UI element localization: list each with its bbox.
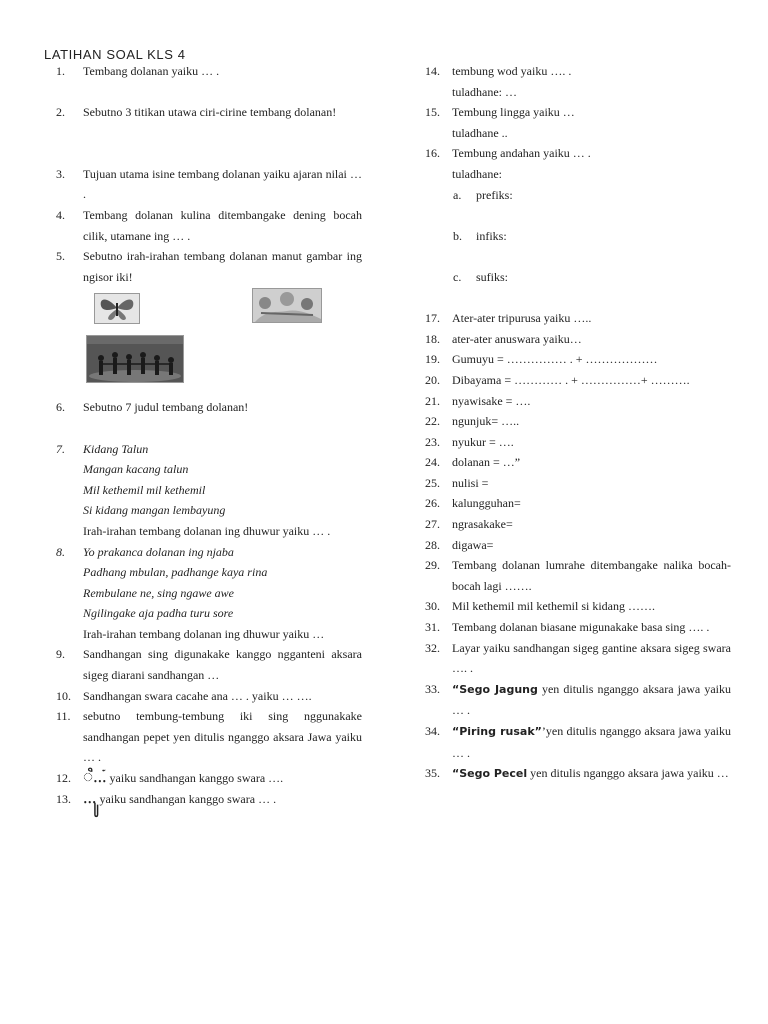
question-number: 13. xyxy=(56,791,71,806)
question-text: digawa= xyxy=(452,537,494,552)
question-text: nyukur = …. xyxy=(452,434,514,449)
question-30 xyxy=(425,596,731,617)
question-number: 10. xyxy=(56,688,71,703)
question-21 xyxy=(425,391,731,412)
question-text: yen ditulis nganggo aksara jawa yaiku … . xyxy=(452,681,731,718)
question-10 xyxy=(56,686,362,707)
question-number: 12. xyxy=(56,771,71,786)
question-text: sebutno tembung-tembung iki sing nggunakake sandhangan pepet yen ditulis nganggo aksara Jawa yaiku … . xyxy=(83,709,362,765)
question-number: 17. xyxy=(425,311,440,326)
question-text: Tembung lingga yaiku … xyxy=(452,105,575,120)
question-7 xyxy=(56,439,362,542)
question-number: 25. xyxy=(425,475,440,490)
butterfly-picture xyxy=(94,293,140,324)
question-text: tembung wod yaiku …. . xyxy=(452,64,572,78)
question-text: ’yen ditulis nganggo aksara jawa yaiku … . xyxy=(452,724,731,760)
children-playing-picture xyxy=(252,288,322,323)
question-28 xyxy=(425,535,731,556)
question-text: nyawisake = …. xyxy=(452,393,531,408)
quoted-word: “Sego Pecel xyxy=(452,767,528,781)
question-number: 11. xyxy=(56,709,71,724)
option-text: prefiks: xyxy=(476,187,513,202)
question-text: yaiku sandhangan kanggo swara … . xyxy=(99,791,277,806)
question-text: Irah-irahan tembang dolanan ing dhuwur yaiku … . xyxy=(83,523,331,538)
butterfly-icon xyxy=(95,294,139,323)
option-c xyxy=(425,267,731,288)
question-text: yaiku sandhangan kanggo swara …. xyxy=(109,771,284,786)
children-playing-icon xyxy=(253,289,321,322)
option-text: sufiks: xyxy=(476,269,509,284)
question-number: 30. xyxy=(425,599,440,614)
question-12 xyxy=(56,768,362,789)
question-number: 5. xyxy=(56,249,65,264)
picture-area xyxy=(56,287,362,397)
question-14 xyxy=(425,61,731,82)
question-text: ater-ater anuswara yaiku… xyxy=(452,331,582,346)
song-line: Yo prakanca dolanan ing njaba xyxy=(83,544,234,559)
question-26 xyxy=(425,493,731,514)
question-text: kalungguhan= xyxy=(452,496,521,511)
question-number: 15. xyxy=(425,105,440,120)
question-17 xyxy=(425,308,731,329)
option-a xyxy=(425,185,731,206)
question-number: 29. xyxy=(425,558,440,573)
question-text: Tembung andahan yaiku … . xyxy=(452,146,591,161)
song-line: Mangan kacang talun xyxy=(83,462,189,477)
question-number: 23. xyxy=(425,434,440,449)
question-number: 16. xyxy=(425,146,440,161)
question-number: 33. xyxy=(425,681,440,696)
question-number: 4. xyxy=(56,207,65,222)
javanese-glyph: ꦶ…ꦁ xyxy=(83,767,107,788)
question-number: 28. xyxy=(425,537,440,552)
question-number: 32. xyxy=(425,640,440,655)
song-line: Padhang mbulan, padhange kaya rina xyxy=(83,565,268,580)
song-line: Si kidang mangan lembayung xyxy=(83,503,226,518)
option-b xyxy=(425,226,731,247)
question-24 xyxy=(425,452,731,473)
question-number: 21. xyxy=(425,393,440,408)
question-number: 14. xyxy=(425,64,440,78)
question-5 xyxy=(56,246,362,287)
question-29 xyxy=(425,555,731,596)
question-number: 3. xyxy=(56,166,65,181)
question-33 xyxy=(425,679,731,721)
question-6 xyxy=(56,397,362,418)
question-text: ngunjuk= ….. xyxy=(452,414,520,429)
question-number: 9. xyxy=(56,647,65,662)
question-32 xyxy=(425,638,731,679)
option-letter: b. xyxy=(453,228,462,243)
question-1 xyxy=(56,61,362,82)
right-column xyxy=(425,61,731,785)
question-number: 20. xyxy=(425,372,440,387)
question-text: yen ditulis nganggo aksara jawa yaiku … xyxy=(527,766,729,781)
question-number: 24. xyxy=(425,455,440,470)
question-number: 31. xyxy=(425,620,440,635)
question-23 xyxy=(425,432,731,453)
question-8 xyxy=(56,542,362,645)
question-text: Tembang dolanan lumrahe ditembangake nalika bocah-bocah lagi ……. xyxy=(452,558,731,593)
children-circle-icon xyxy=(87,336,183,382)
question-18 xyxy=(425,329,731,350)
question-number: 19. xyxy=(425,352,440,367)
question-22 xyxy=(425,411,731,432)
question-text: Sebutno irah-irahan tembang dolanan manut gambar ing ngisor iki! xyxy=(83,249,362,284)
question-35 xyxy=(425,763,731,785)
song-line: Kidang Talun xyxy=(83,441,149,456)
children-circle-picture xyxy=(86,335,184,383)
javanese-glyph: …ꦸ xyxy=(83,787,97,808)
question-27 xyxy=(425,514,731,535)
question-number: 26. xyxy=(425,496,440,511)
question-16 xyxy=(425,143,731,164)
question-31 xyxy=(425,617,731,638)
question-text: Ater-ater tripurusa yaiku ….. xyxy=(452,311,592,326)
question-text: ngrasakake= xyxy=(452,517,513,532)
option-letter: a. xyxy=(453,187,462,202)
option-text: infiks: xyxy=(476,228,507,243)
question-number: 7. xyxy=(56,441,65,456)
option-letter: c. xyxy=(453,269,462,284)
quoted-word: “Sego Jagung xyxy=(452,682,538,696)
question-9 xyxy=(56,644,362,685)
question-text: Tujuan utama isine tembang dolanan yaiku ajaran nilai … . xyxy=(83,166,362,202)
question-text: Sebutno 7 judul tembang dolanan! xyxy=(83,400,249,415)
question-19 xyxy=(425,349,731,370)
song-line: Rembulane ne, sing ngawe awe xyxy=(83,585,234,600)
question-text: Layar yaiku sandhangan sigeg gantine aksara sigeg swara …. . xyxy=(452,640,731,676)
question-text: Tembang dolanan kulina ditembangake dening bocah cilik, utamane ing … . xyxy=(83,207,362,243)
question-4 xyxy=(56,205,362,246)
question-number: 1. xyxy=(56,64,65,78)
question-number: 34. xyxy=(425,724,440,738)
question-text: nulisi = xyxy=(452,475,489,490)
question-text: Gumuyu = …………… . + ……………… xyxy=(452,352,658,367)
question-number: 8. xyxy=(56,544,65,559)
question-text: Sandhangan sing digunakake kanggo ngganteni aksara sigeg diarani sandhangan … xyxy=(83,647,362,683)
question-number: 22. xyxy=(425,414,440,429)
question-25 xyxy=(425,473,731,494)
question-text: dolanan = …” xyxy=(452,455,521,470)
example-line: tuladhane .. xyxy=(452,125,508,140)
question-number: 35. xyxy=(425,766,440,781)
song-line: Mil kethemil mil kethemil xyxy=(83,482,206,497)
example-line: tuladhane: xyxy=(452,166,502,181)
question-text: Mil kethemil mil kethemil si kidang ……. xyxy=(452,599,655,614)
question-text: Sandhangan swara cacahe ana … . yaiku … …. xyxy=(83,688,312,703)
question-3 xyxy=(56,164,362,205)
question-15 xyxy=(425,102,731,123)
question-20 xyxy=(425,370,731,391)
question-text: Tembang dolanan yaiku … . xyxy=(83,64,220,78)
question-number: 6. xyxy=(56,400,65,415)
question-2 xyxy=(56,102,362,123)
question-number: 2. xyxy=(56,105,65,120)
question-text: Tembang dolanan biasane migunakake basa sing …. . xyxy=(452,620,710,635)
example-line: tuladhane: … xyxy=(452,84,517,99)
left-column xyxy=(56,61,362,809)
question-number: 27. xyxy=(425,517,440,532)
question-text: Dibayama = ………… . + ……………+ ………. xyxy=(452,372,690,387)
song-line: Ngilingake aja padha turu sore xyxy=(83,606,234,621)
question-13 xyxy=(56,789,362,810)
question-text: Irah-irahan tembang dolanan ing dhuwur yaiku … xyxy=(83,626,325,641)
question-text: Sebutno 3 titikan utawa ciri-cirine tembang dolanan! xyxy=(83,105,337,120)
question-34 xyxy=(425,721,731,763)
quoted-word: “Piring rusak” xyxy=(452,725,542,738)
page-title: LATIHAN SOAL KLS 4 xyxy=(44,47,186,62)
question-number: 18. xyxy=(425,331,440,346)
question-11 xyxy=(56,706,362,768)
